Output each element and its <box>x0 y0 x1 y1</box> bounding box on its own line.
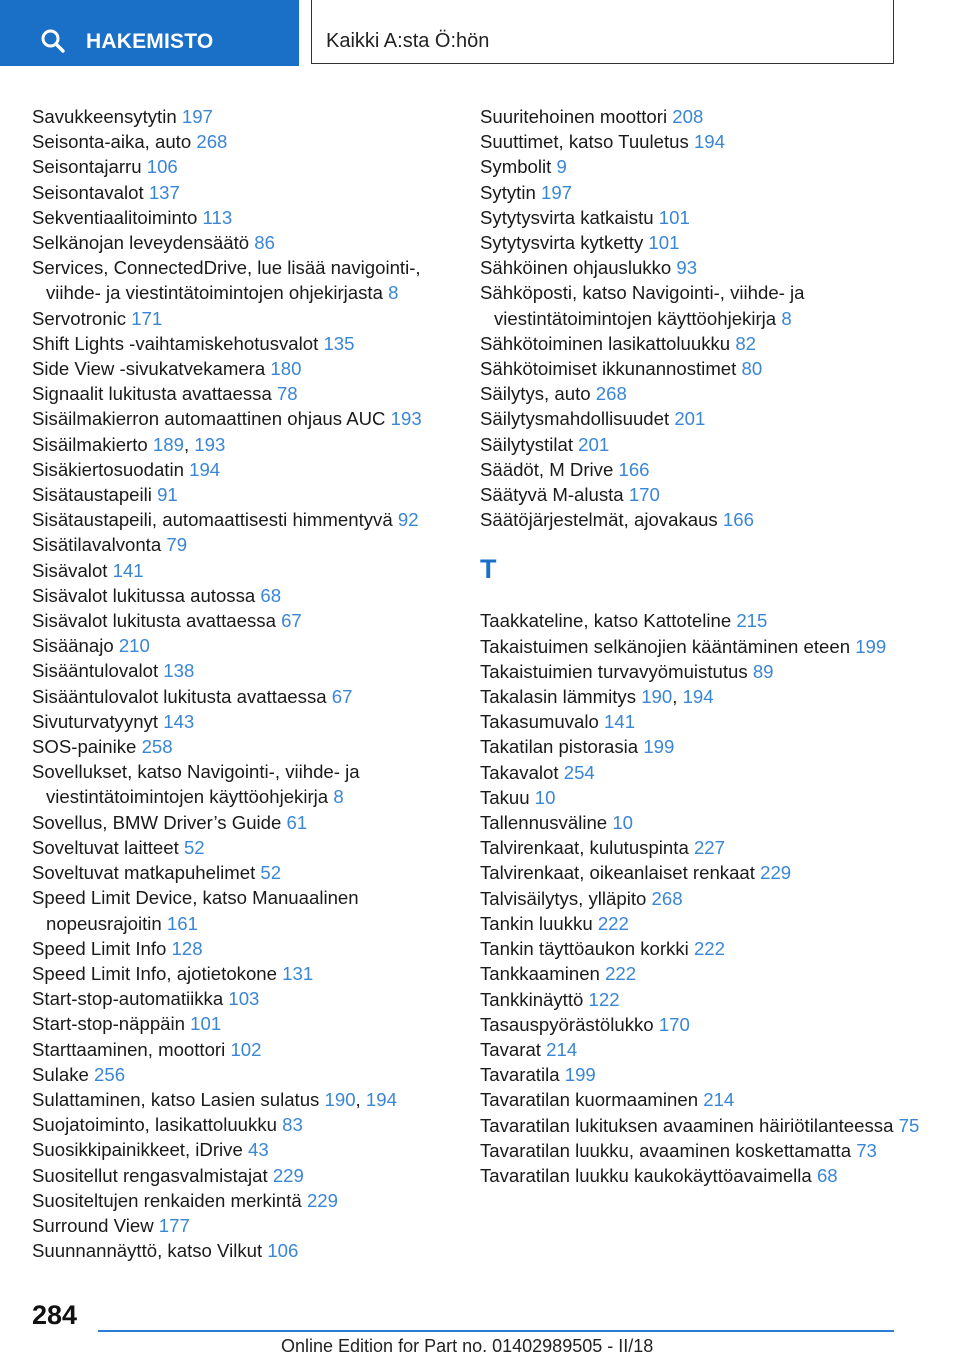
page-reference-link[interactable]: 268 <box>196 131 228 153</box>
index-entry <box>480 810 920 835</box>
index-entry-term: Seisonta-aika, auto <box>32 131 192 153</box>
page-reference-link[interactable]: 10 <box>612 812 634 834</box>
index-entry-term: Suosikkipainikkeet, iDrive <box>32 1139 243 1161</box>
page-reference-link[interactable]: 229 <box>272 1164 304 1186</box>
index-entry-term: Sähkötoimiset ikkunannostimet <box>480 358 737 380</box>
page-reference-link[interactable]: 199 <box>855 635 887 657</box>
page-reference-link[interactable]: 190 <box>641 686 673 708</box>
page-reference-link[interactable]: 222 <box>605 963 637 985</box>
index-entry <box>480 987 920 1012</box>
index-entry-term: Start-stop-automatiikka <box>32 988 224 1010</box>
index-entry <box>480 1062 920 1087</box>
index-entry-term: Start-stop-näppäin <box>32 1013 185 1035</box>
header-title-box <box>311 0 894 64</box>
index-entry-term: Sisääntulovalot lukitusta avattaessa <box>32 685 327 707</box>
index-entry-term: Takuu <box>480 786 530 808</box>
index-entry-term: Surround View <box>32 1214 154 1236</box>
index-entry <box>32 381 452 406</box>
index-entry-term: Sähkötoiminen lasikattoluukku <box>480 332 731 354</box>
index-entry-term: Suuritehoinen moottori <box>480 106 668 127</box>
page-reference-link[interactable]: 8 <box>333 786 344 808</box>
index-entry <box>480 659 920 684</box>
page-reference-link[interactable]: 193 <box>390 408 422 430</box>
index-entry-term: Tankin luukku <box>480 912 593 934</box>
index-entry-term: Takaistuimen selkänojien kääntäminen eteen <box>480 635 851 657</box>
index-entry <box>480 205 920 230</box>
index-entry-term: Tavaratilan kuormaaminen <box>480 1089 699 1111</box>
page-number: 284 <box>32 1300 78 1330</box>
footer-edition: Online Edition for Part no. 01402989505 - II/18 <box>281 1336 654 1356</box>
index-entry: Sisäilmakierto 189, 193 <box>32 433 226 455</box>
index-entry-term: Sisäilmakierto <box>32 433 148 455</box>
page-reference-link[interactable]: 194 <box>693 131 725 153</box>
page-reference-link[interactable]: 78 <box>276 383 298 405</box>
index-entry <box>480 482 920 507</box>
index-column-left <box>32 104 452 1263</box>
index-entry <box>32 860 452 885</box>
index-entry <box>32 104 452 129</box>
index-entry-term: Symbolit <box>480 156 552 178</box>
page-reference-link[interactable]: 86 <box>254 232 275 254</box>
page-reference-link[interactable]: 214 <box>703 1089 735 1111</box>
index-entry <box>480 255 920 280</box>
page-reference-link[interactable]: 106 <box>267 1240 299 1262</box>
index-entry-term: Säilytys, auto <box>480 383 591 405</box>
index-entry-term: Sisävalot lukitusta avattaessa <box>32 610 276 632</box>
index-entry <box>480 280 920 330</box>
index-entry <box>480 734 920 759</box>
page-reference-link[interactable]: 268 <box>595 383 627 405</box>
index-entry <box>480 507 920 532</box>
index-entry <box>32 885 452 935</box>
index-entry <box>32 835 452 860</box>
index-entry-term: Signaalit lukitusta avattaessa <box>32 383 272 405</box>
page-reference-link[interactable]: 122 <box>588 988 620 1010</box>
index-entry <box>32 759 452 809</box>
index-search-label: HAKEMISTO <box>86 30 214 53</box>
index-entry <box>480 180 920 205</box>
index-entry <box>32 1163 452 1188</box>
index-entry <box>32 684 452 709</box>
page-reference-link[interactable]: 194 <box>365 1088 397 1110</box>
index-entry-term: Selkänojan leveydensäätö <box>32 232 250 254</box>
index-entry <box>480 760 920 785</box>
index-entry-term: Sisätaustapeili, automaattisesti himmentyvä <box>32 509 393 531</box>
page-reference-link[interactable]: 194 <box>189 458 221 480</box>
index-entry <box>480 230 920 255</box>
page-reference-link[interactable]: 67 <box>331 685 353 707</box>
index-entry <box>480 1087 920 1112</box>
page-reference-link[interactable]: 197 <box>540 181 573 203</box>
index-entry-term: Tallennusväline <box>480 812 608 834</box>
page-reference-link[interactable]: 8 <box>781 307 792 329</box>
index-entry <box>480 911 920 936</box>
index-entry-term: Takaistuimien turvavyömuistutus <box>480 660 748 682</box>
index-entry <box>32 180 452 205</box>
page-reference-link[interactable]: 138 <box>163 660 195 682</box>
footer-divider <box>98 1330 894 1332</box>
page-reference-link[interactable]: 222 <box>693 938 725 960</box>
page-reference-link[interactable]: 75 <box>898 1114 920 1136</box>
index-entry-term: SOS-painike <box>32 736 137 758</box>
index-entry-term: Sytytin <box>480 181 536 203</box>
index-entry-term: Tankkinäyttö <box>480 988 584 1010</box>
index-entry-term: Tavaratila <box>480 1064 560 1086</box>
page-reference-link[interactable]: 210 <box>118 635 150 657</box>
page-reference-link[interactable]: 83 <box>282 1114 303 1136</box>
page-reference-link[interactable]: 170 <box>628 484 660 506</box>
page-reference-link[interactable]: 171 <box>131 307 163 329</box>
index-entry <box>480 1037 920 1062</box>
index-entry <box>32 633 452 658</box>
index-entry-term: Tavaratilan lukituksen avaaminen häiriötilanteessa <box>480 1114 894 1136</box>
page-reference-link[interactable]: 52 <box>183 836 205 858</box>
index-entry <box>32 936 452 961</box>
page-reference-link[interactable]: 79 <box>166 534 188 556</box>
index-entry-term: Takalasin lämmitys <box>480 686 637 708</box>
index-entry-term: Savukkeensytytin <box>32 106 177 127</box>
page-reference-link[interactable]: 166 <box>618 458 650 480</box>
page-reference-link[interactable]: 9 <box>556 156 567 178</box>
index-entry-term: Sähköinen ohjauslukko <box>480 257 672 279</box>
index-entry-term: Sisäänajo <box>32 635 114 657</box>
index-entry <box>32 961 452 986</box>
index-entry-term: Soveltuvat matkapuhelimet <box>32 862 256 884</box>
index-entry-term: Suositeltujen renkaiden merkintä <box>32 1189 302 1211</box>
index-entry <box>32 255 452 305</box>
page-reference-link[interactable]: 199 <box>643 736 675 758</box>
page-reference-link[interactable]: 93 <box>676 257 698 279</box>
page-reference-link[interactable]: 189 <box>152 433 184 455</box>
page-reference-link[interactable]: 68 <box>816 1164 838 1186</box>
index-entry <box>32 810 452 835</box>
page-reference-link[interactable]: 193 <box>194 433 226 455</box>
index-entry-term: Sekventiaalitoiminto <box>32 206 198 228</box>
index-search-button[interactable] <box>0 0 299 66</box>
index-entry <box>32 1062 452 1087</box>
index-entry <box>480 1113 920 1138</box>
page-reference-link[interactable]: 194 <box>682 686 714 708</box>
index-entry-term: Sisävalot <box>32 559 108 581</box>
index-entry <box>32 986 452 1011</box>
index-entry-term: Sytytysvirta kytketty <box>480 232 644 254</box>
page-reference-link[interactable]: 82 <box>735 332 756 354</box>
index-entry <box>32 406 452 431</box>
index-entry <box>32 1188 452 1213</box>
index-entry <box>480 457 920 482</box>
index-entry-term: Sytytysvirta katkaistu <box>480 206 654 228</box>
page-reference-link[interactable]: 268 <box>651 887 683 909</box>
index-entry-term: Tankin täyttöaukon korkki <box>480 938 689 960</box>
top-bar <box>0 0 960 66</box>
index-entry-term: Säätöjärjestelmät, ajovakaus <box>480 509 718 531</box>
index-entry-term: Takavalot <box>480 761 559 783</box>
index-entry <box>480 936 920 961</box>
index-entry-term: Speed Limit Info <box>32 937 167 959</box>
index-entry-term: Speed Limit Info, ajotietokone <box>32 962 277 984</box>
section-letter: T <box>480 554 497 585</box>
index-entry-term: Sovellukset, katso Navigointi-, viihde- ja viestintätoimintojen käyttöohjekirja <box>32 761 360 808</box>
index-entry <box>32 608 452 633</box>
index-entry <box>32 734 452 759</box>
page-reference-link[interactable]: 229 <box>306 1189 338 1211</box>
index-entry: Takalasin lämmitys 190, 194 <box>480 686 714 708</box>
index-entry-term: Tavaratilan luukku kaukokäyttöavaimella <box>480 1164 812 1186</box>
index-entry <box>480 381 920 406</box>
index-entry <box>480 785 920 810</box>
index-entry <box>32 331 452 356</box>
index-entry <box>480 406 920 431</box>
page-reference-link[interactable]: 92 <box>397 509 419 531</box>
page-reference-link[interactable]: 43 <box>248 1139 269 1161</box>
index-entry <box>32 583 452 608</box>
index-entry-term: Suositellut rengasvalmistajat <box>32 1164 268 1186</box>
page-reference-link[interactable]: 68 <box>260 584 282 606</box>
index-entry <box>480 835 920 860</box>
page-reference-link[interactable]: 10 <box>534 786 556 808</box>
index-entry-term: Säädöt, M Drive <box>480 458 614 480</box>
index-entry <box>32 129 452 154</box>
page-reference-link[interactable]: 177 <box>158 1214 190 1236</box>
index-entry <box>32 658 452 683</box>
page-reference-link[interactable]: 141 <box>604 711 636 733</box>
page-reference-link[interactable]: 61 <box>286 811 308 833</box>
index-entry-term: Sisätaustapeili <box>32 484 152 506</box>
index-entry <box>32 482 452 507</box>
page-reference-link[interactable]: 102 <box>230 1038 262 1060</box>
index-entry-term: Sulattaminen, katso Lasien sulatus <box>32 1088 320 1110</box>
index-entry <box>480 331 920 356</box>
index-entry <box>480 154 920 179</box>
page-reference-link[interactable]: 103 <box>228 988 260 1010</box>
page-reference-link[interactable]: 170 <box>658 1013 690 1035</box>
index-entry-term: Sovellus, BMW Driver’s Guide <box>32 811 282 833</box>
index-entry-term: Talvirenkaat, kulutuspinta <box>480 837 689 859</box>
index-entry-term: Sivuturvatyynyt <box>32 710 159 732</box>
index-entry <box>32 507 452 532</box>
index-entry-term: Taakkateline, katso Kattoteline <box>480 610 732 632</box>
index-entry <box>480 129 920 154</box>
index-entry-term: Suunnannäyttö, katso Vilkut <box>32 1240 263 1262</box>
index-entry <box>32 154 452 179</box>
index-entry <box>32 1011 452 1036</box>
index-entry <box>32 1137 452 1162</box>
page-reference-link[interactable]: 199 <box>564 1064 596 1086</box>
index-entry <box>32 1213 452 1238</box>
index-entry <box>480 961 920 986</box>
index-entry-term: Tavarat <box>480 1038 541 1060</box>
index-entry <box>32 1037 452 1062</box>
page-title: Kaikki A:sta Ö:hön <box>326 30 490 52</box>
page-reference-link[interactable]: 201 <box>674 408 706 430</box>
index-entry <box>32 532 452 557</box>
index-entry <box>32 230 452 255</box>
index-entry-term: Säätyvä M-alusta <box>480 484 624 506</box>
index-entry <box>32 558 452 583</box>
index-entry-term: Suojatoiminto, lasikattoluukku <box>32 1114 277 1136</box>
index-entry-term: Tavaratilan luukku, avaaminen koskettamatta <box>480 1139 852 1161</box>
page-reference-link[interactable]: 256 <box>94 1063 126 1085</box>
index-entry <box>480 356 920 381</box>
page-reference-link[interactable]: 106 <box>146 156 178 178</box>
index-entry <box>480 1012 920 1037</box>
index-entry-term: Talvirenkaat, oikeanlaiset renkaat <box>480 862 755 884</box>
index-section-s <box>480 104 920 532</box>
index-entry <box>480 104 920 129</box>
index-entry <box>32 306 452 331</box>
index-entry <box>32 356 452 381</box>
page-reference-link[interactable]: 101 <box>190 1013 222 1035</box>
index-entry <box>480 1163 920 1188</box>
page-reference-link[interactable]: 131 <box>282 962 314 984</box>
page-reference-link[interactable]: 227 <box>693 837 725 859</box>
page-reference-link[interactable]: 258 <box>141 736 173 758</box>
index-entry <box>480 886 920 911</box>
page-reference-link[interactable]: 214 <box>546 1038 578 1060</box>
index-entry <box>480 860 920 885</box>
page-reference-link[interactable]: 229 <box>760 862 792 884</box>
index-entry <box>32 1238 452 1263</box>
index-entry-term: Servotronic <box>32 307 127 329</box>
index-section-t <box>480 608 920 1188</box>
page-reference-link[interactable]: 91 <box>157 484 178 506</box>
page-reference-link[interactable]: 166 <box>722 509 754 531</box>
page-reference-link[interactable]: 254 <box>563 761 595 783</box>
search-icon <box>40 28 66 54</box>
index-entry-term: Sisäilmakierron automaattinen ohjaus AUC <box>32 408 386 430</box>
index-entry <box>480 634 920 659</box>
index-entry-term: Sulake <box>32 1063 89 1085</box>
index-entry-term: Sisääntulovalot <box>32 660 159 682</box>
page-reference-link[interactable]: 180 <box>270 358 302 380</box>
page-reference-link[interactable]: 215 <box>736 610 768 632</box>
page-reference-link[interactable]: 222 <box>597 912 629 934</box>
index-entry-term: Säilytystilat <box>480 433 573 455</box>
page-reference-link[interactable]: 208 <box>672 106 704 127</box>
index-entry-term: Sisätilavalvonta <box>32 534 162 556</box>
index-entry-term: Tasauspyörästölukko <box>480 1013 654 1035</box>
index-entry <box>480 432 920 457</box>
page-reference-link[interactable]: 73 <box>856 1139 877 1161</box>
index-entry <box>32 709 452 734</box>
index-entry-term: Shift Lights -vaihtamiskehotusvalot <box>32 332 319 354</box>
page-reference-link[interactable]: 113 <box>202 206 233 228</box>
page-reference-link[interactable]: 161 <box>166 912 198 934</box>
page-reference-link[interactable]: 8 <box>388 282 399 304</box>
index-entry-term: Takasumuvalo <box>480 711 599 733</box>
index-entry-term: Soveltuvat laitteet <box>32 836 179 858</box>
page-reference-link[interactable]: 101 <box>648 232 680 254</box>
page-reference-link[interactable]: 201 <box>578 433 610 455</box>
page-reference-link[interactable]: 197 <box>181 106 213 127</box>
page-reference-link[interactable]: 137 <box>148 181 180 203</box>
page-reference-link[interactable]: 89 <box>752 660 774 682</box>
index-entry-term: Services, ConnectedDrive, lue lisää navigointi-, viihde- ja viestintätoimintojen ohjekirjasta <box>32 257 421 304</box>
index-entry-term: Suuttimet, katso Tuuletus <box>480 131 689 153</box>
page-reference-link[interactable]: 101 <box>658 206 690 228</box>
index-entry-term: Seisontajarru <box>32 156 142 178</box>
page-reference-link[interactable]: 128 <box>171 937 203 959</box>
index-entry-term: Side View -sivukatvekamera <box>32 358 266 380</box>
page-reference-link[interactable]: 52 <box>260 862 282 884</box>
index-entry-term: Speed Limit Device, katso Manuaalinen nopeusrajoitin <box>32 887 359 934</box>
index-entry <box>480 1138 920 1163</box>
page-reference-link[interactable]: 141 <box>112 559 144 581</box>
page-reference-link[interactable]: 80 <box>741 358 763 380</box>
page-reference-link[interactable]: 143 <box>163 710 195 732</box>
index-entry <box>32 1112 452 1137</box>
index-entry-term: Takatilan pistorasia <box>480 736 639 758</box>
index-entry-term: Starttaaminen, moottori <box>32 1038 226 1060</box>
index-column-right <box>480 104 920 1188</box>
index-entry: Sulattaminen, katso Lasien sulatus 190, 194 <box>32 1088 397 1110</box>
index-entry-term: Sähköposti, katso Navigointi-, viihde- ja viestintätoimintojen käyttöohjekirja <box>480 282 805 329</box>
index-entry <box>480 608 920 633</box>
index-entry <box>480 709 920 734</box>
index-entry-term: Sisävalot lukitussa autossa <box>32 584 256 606</box>
page-reference-link[interactable]: 67 <box>281 610 302 632</box>
index-entry <box>32 457 452 482</box>
page-reference-link[interactable]: 135 <box>323 332 355 354</box>
index-entry-term: Talvisäilytys, ylläpito <box>480 887 647 909</box>
page-reference-link[interactable]: 190 <box>324 1088 356 1110</box>
index-entry-term: Seisontavalot <box>32 181 144 203</box>
index-entry-term: Säilytysmahdollisuudet <box>480 408 670 430</box>
index-entry <box>32 205 452 230</box>
index-entry-term: Sisäkiertosuodatin <box>32 458 184 480</box>
index-entry-term: Tankkaaminen <box>480 963 600 985</box>
